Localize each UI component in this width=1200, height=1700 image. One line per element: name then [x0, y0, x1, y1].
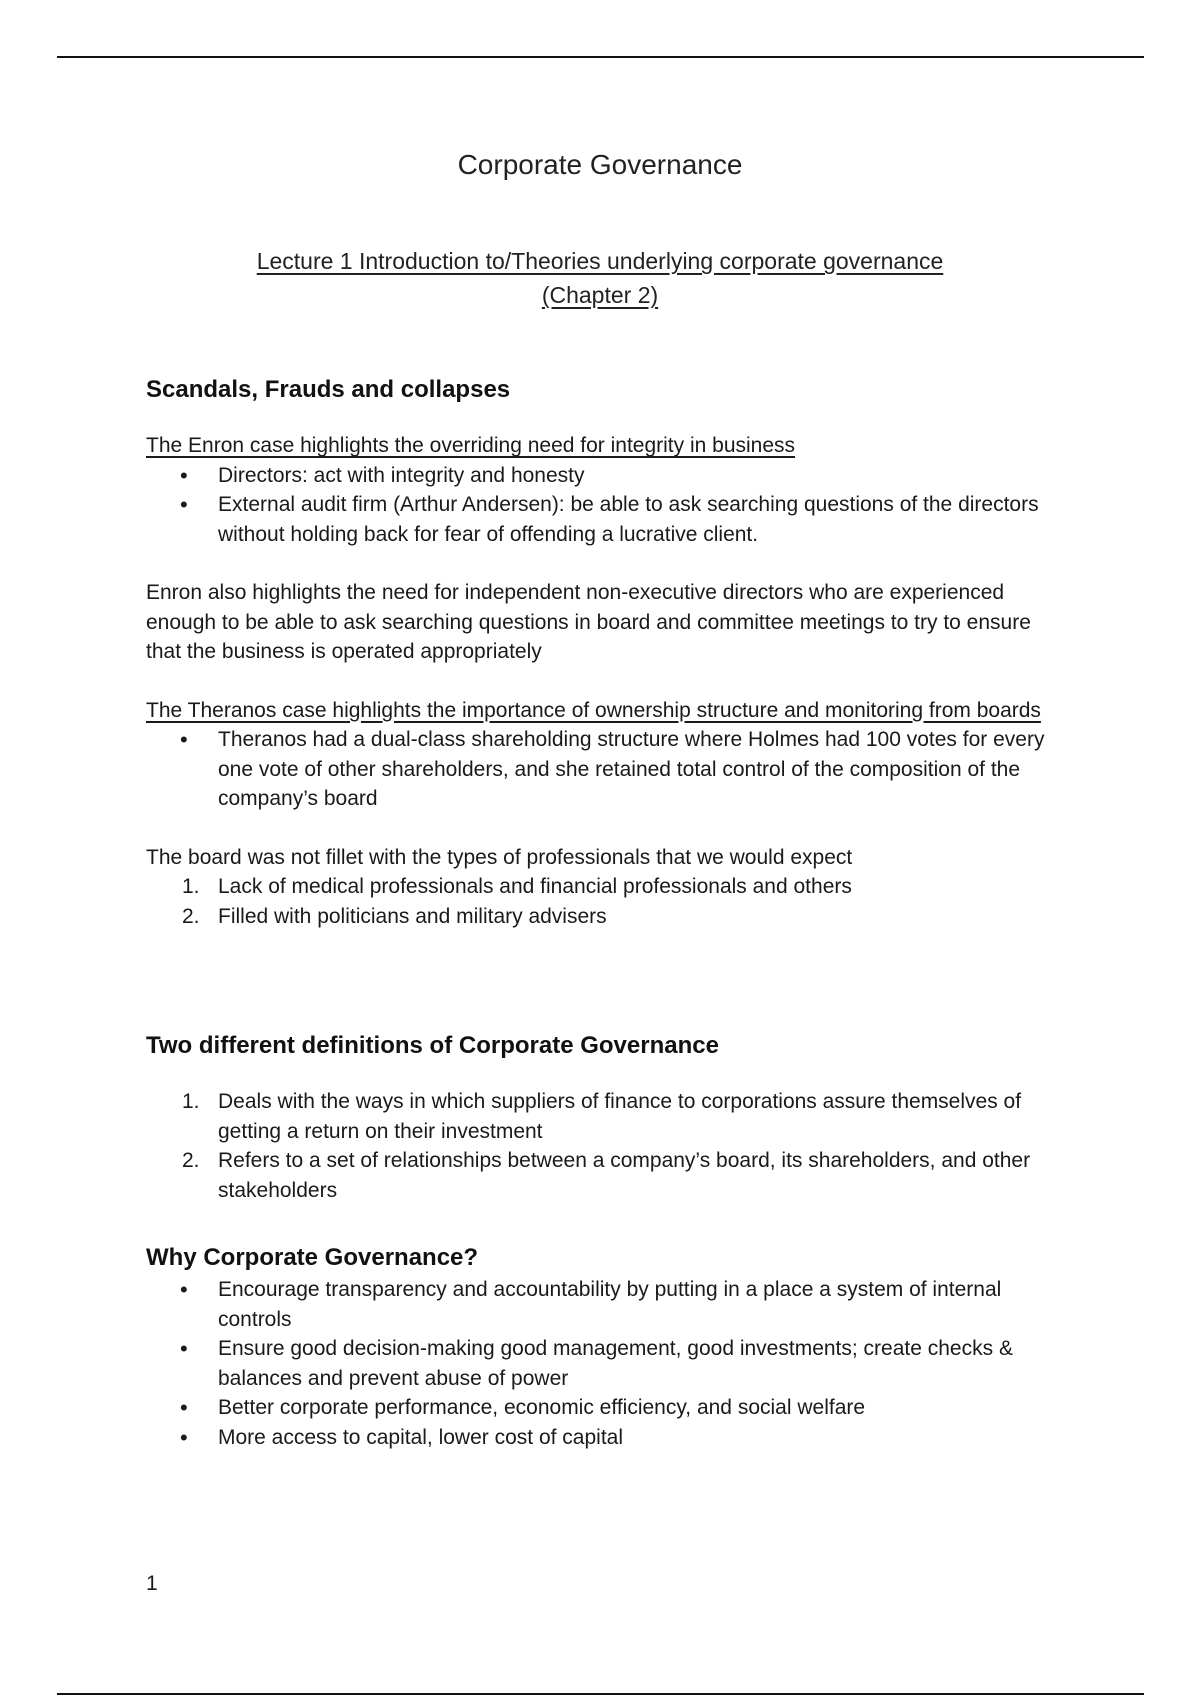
- header-rule: [57, 56, 1144, 58]
- document-subtitle: [0, 244, 1200, 312]
- board-numbered-list: [146, 872, 1066, 931]
- list-item-text: Filled with politicians and military advisers: [218, 904, 607, 928]
- enron-paragraph: Enron also highlights the need for independent non-executive directors who are experienced enough to be able to ask searching questions in board and committee meetings to try to ensure that the business is operated appropriately: [146, 581, 1031, 663]
- list-item: • Directors: act with integrity and honesty: [146, 461, 1066, 491]
- theranos-bullet-list: [146, 725, 1066, 814]
- section-scandals: [146, 373, 1066, 931]
- subtitle-line-1: Lecture 1 Introduction to/Theories underlying corporate governance: [256, 248, 944, 274]
- list-item-text: Deals with the ways in which suppliers of finance to corporations assure themselves of getting a return on their investment: [218, 1090, 1022, 1143]
- list-item: [146, 1146, 1066, 1205]
- section-heading-definitions: Two different definitions of Corporate Governance: [146, 1032, 719, 1059]
- definitions-numbered-list: [146, 1087, 1066, 1205]
- list-item: • Better corporate performance, economic efficiency, and social welfare: [146, 1393, 1066, 1423]
- list-number: 1.: [182, 875, 200, 898]
- enron-lead: The Enron case highlights the overriding need for integrity in business: [146, 434, 796, 457]
- list-item: • Ensure good decision-making good management, good investments; create checks & balances and prevent abuse of power: [146, 1334, 1066, 1393]
- list-item: • Theranos had a dual-class shareholding structure where Holmes had 100 votes for every one vote of other shareholders, and she retained total control of the composition of the company’s board: [146, 725, 1066, 814]
- section-heading-why: Why Corporate Governance?: [146, 1244, 479, 1271]
- board-paragraph: The board was not fillet with the types of professionals that we would expect: [146, 845, 853, 869]
- list-item-text: Refers to a set of relationships between a company’s board, its shareholders, and other stakeholders: [218, 1149, 1031, 1202]
- list-item: • Encourage transparency and accountability by putting in a place a system of internal controls: [146, 1275, 1066, 1334]
- why-bullet-list: [146, 1275, 1066, 1452]
- section-definitions: [146, 1029, 1066, 1205]
- theranos-lead: The Theranos case highlights the importance of ownership structure and monitoring from boards: [146, 698, 1041, 722]
- list-item: [146, 902, 1066, 932]
- list-item: [146, 1087, 1066, 1146]
- footer-rule: [57, 1693, 1144, 1695]
- list-number: 1.: [182, 1090, 200, 1113]
- list-item: • External audit firm (Arthur Andersen): be able to ask searching questions of the directors without holding back for fear of offending a lucrative client.: [146, 490, 1066, 549]
- list-number: 2.: [182, 904, 200, 928]
- section-why: [146, 1241, 1066, 1452]
- enron-bullet-list: [146, 461, 1066, 550]
- list-item: [146, 872, 1066, 902]
- list-number: 2.: [182, 1149, 200, 1172]
- section-heading-scandals: Scandals, Frauds and collapses: [146, 376, 511, 403]
- list-item-text: Lack of medical professionals and financial professionals and others: [218, 875, 852, 898]
- document-title: Corporate Governance: [457, 149, 743, 180]
- subtitle-line-2: (Chapter 2): [541, 282, 659, 308]
- list-item: • More access to capital, lower cost of capital: [146, 1423, 1066, 1453]
- page-number: 1: [146, 1572, 158, 1595]
